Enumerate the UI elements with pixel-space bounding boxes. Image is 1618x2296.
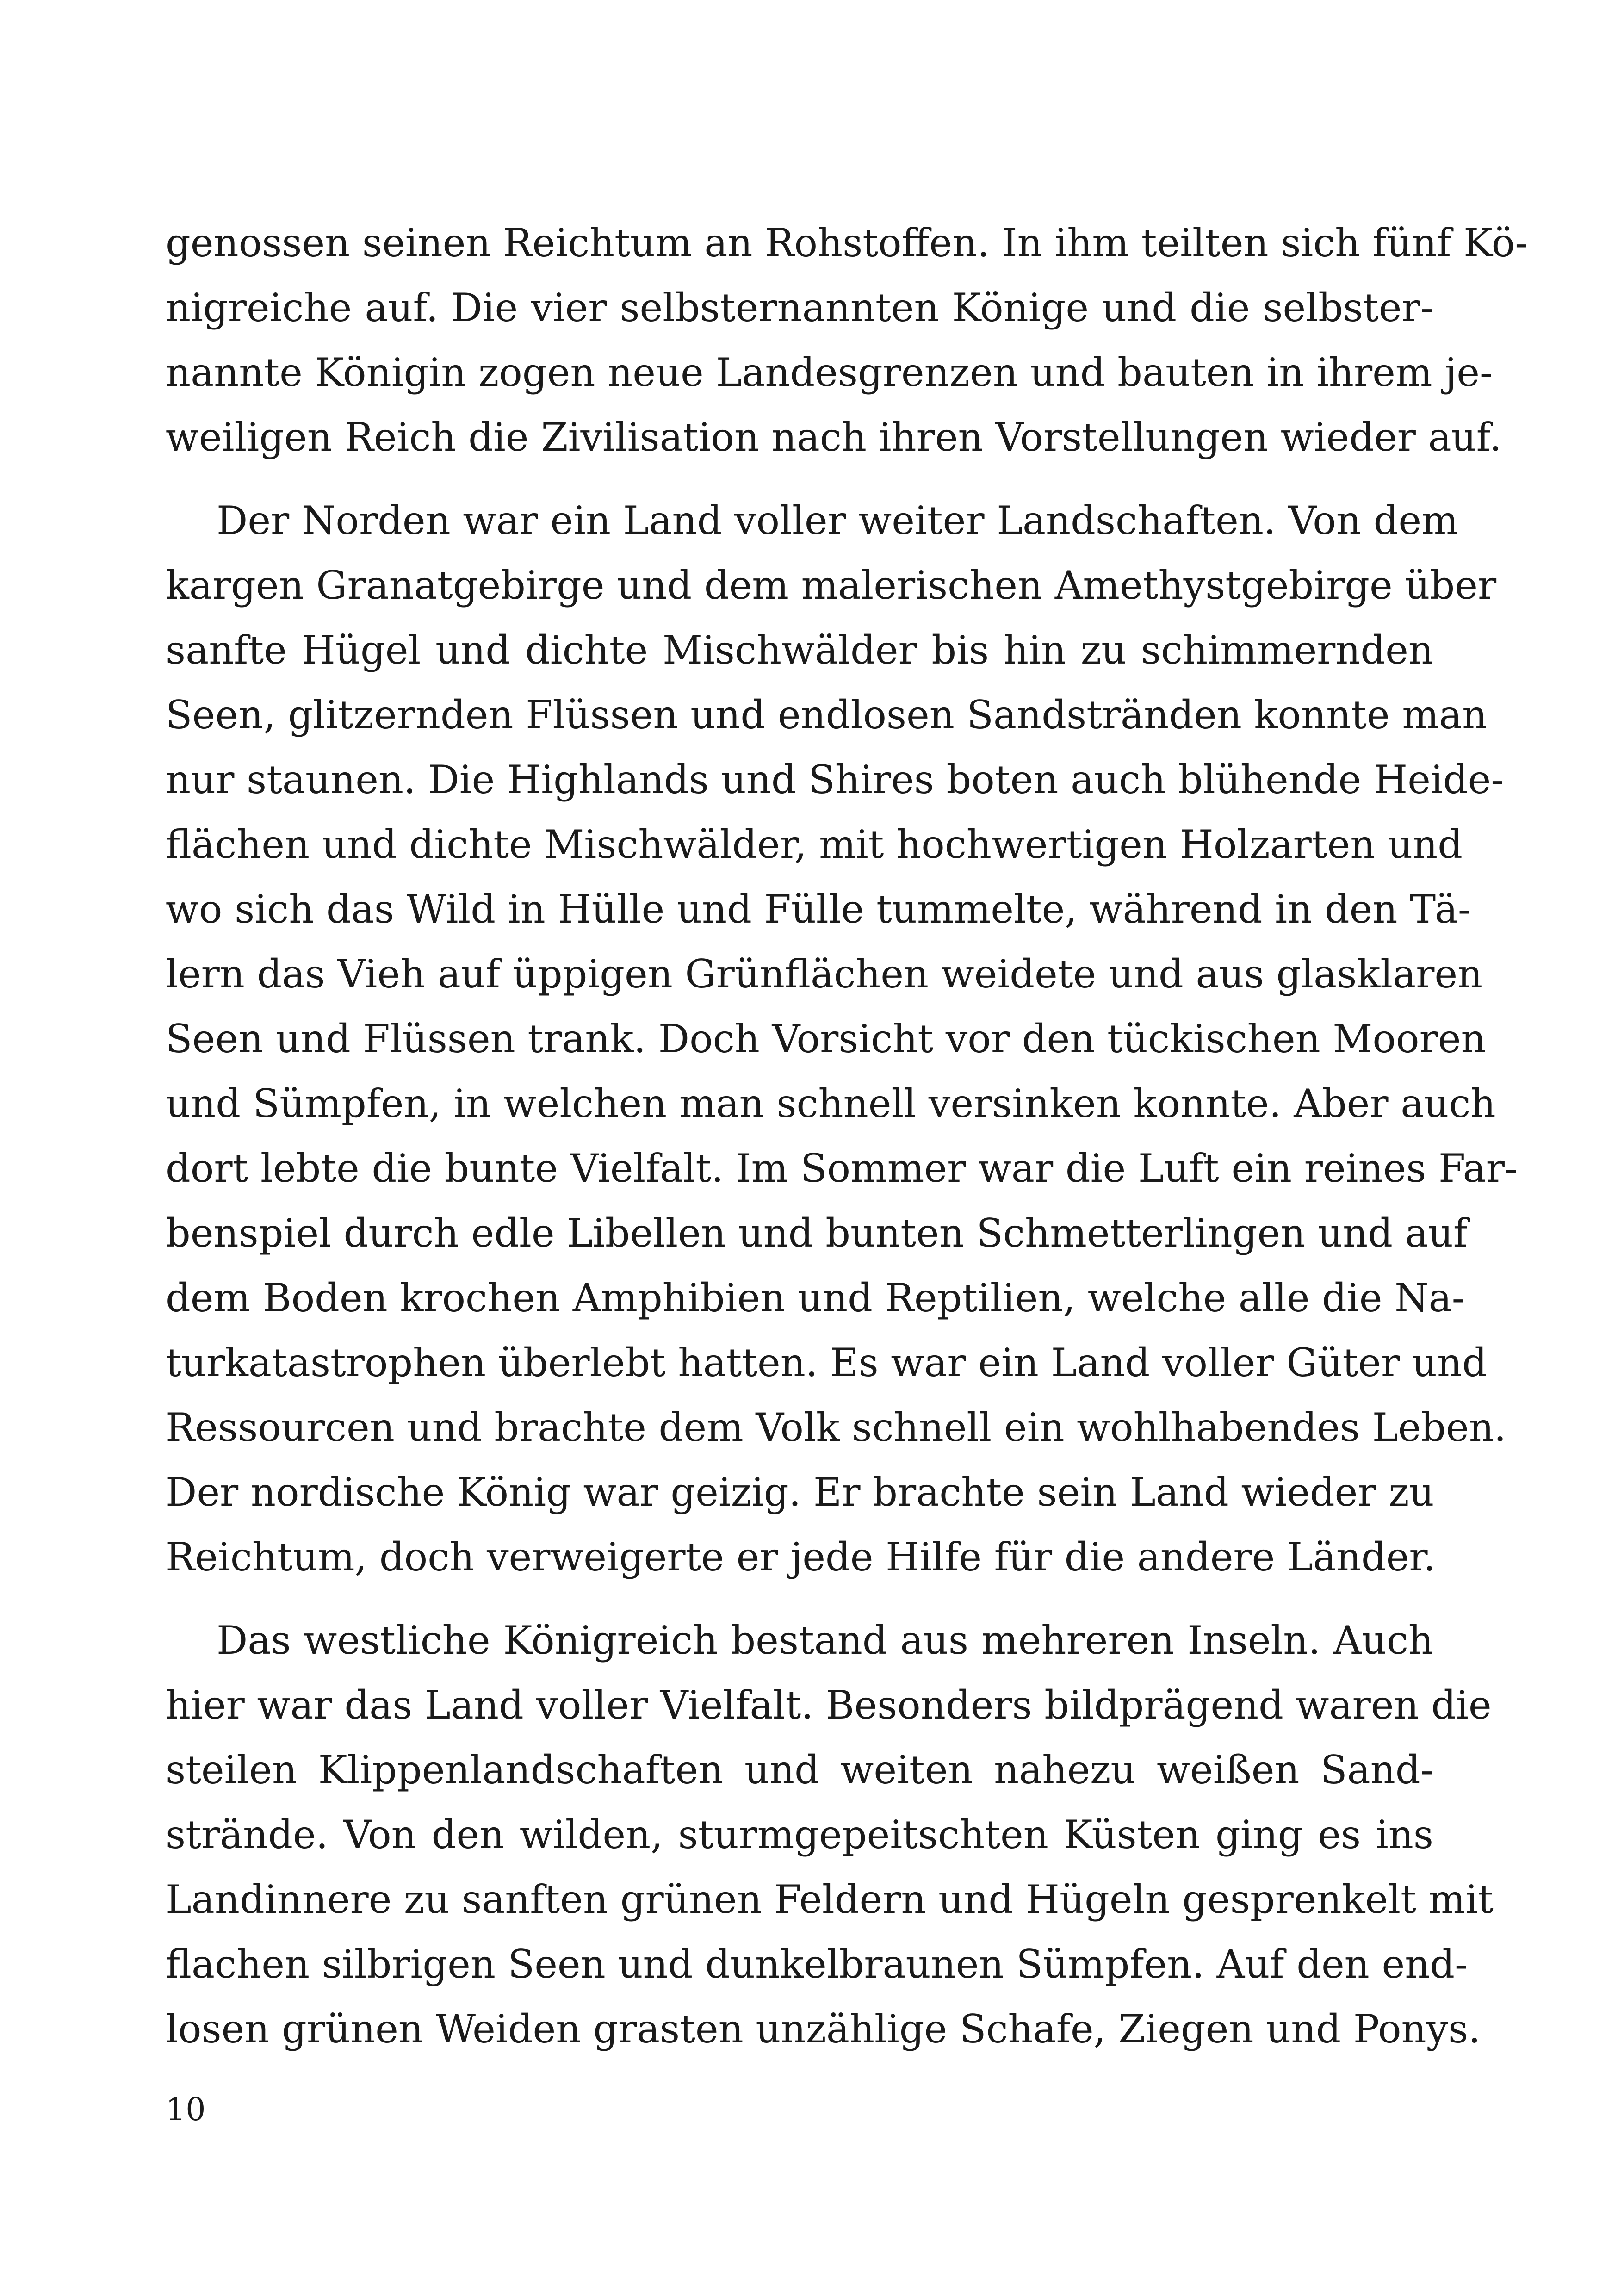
text-line: Landinnere zu sanften grünen Feldern und Hügeln gesprenkelt mit bbox=[166, 1877, 1494, 1922]
text-line: Der Norden war ein Land voller weiter Landschaften. Von dem bbox=[217, 498, 1458, 543]
text-line: dort lebte die bunte Vielfalt. Im Sommer war die Luft ein reines Far- bbox=[166, 1146, 1518, 1191]
text-line: Das westliche Königreich bestand aus mehreren Inseln. Auch bbox=[217, 1618, 1433, 1663]
text-line: strände. Von den wilden, sturmgepeitschten Küsten ging es ins bbox=[166, 1812, 1433, 1857]
text-line: wo sich das Wild in Hülle und Fülle tummelte, während in den Tä- bbox=[166, 887, 1471, 932]
text-line: und Sümpfen, in welchen man schnell versinken konnte. Aber auch bbox=[166, 1081, 1496, 1126]
paragraph bbox=[166, 488, 1518, 1589]
paragraph-gap bbox=[166, 470, 1433, 488]
text-line: genossen seinen Reichtum an Rohstoffen. In ihm teilten sich fünf Kö- bbox=[166, 220, 1528, 266]
text-line: Reichtum, doch verweigerte er jede Hilfe für die andere Länder. bbox=[166, 1534, 1436, 1580]
text-line: nur staunen. Die Highlands und Shires boten auch blühende Heide- bbox=[166, 757, 1504, 802]
text-line: sanfte Hügel und dichte Mischwälder bis hin zu schimmernden bbox=[166, 627, 1433, 673]
text-line: nigreiche auf. Die vier selbsternannten Könige und die selbster- bbox=[166, 285, 1433, 330]
text-line: losen grünen Weiden grasten unzählige Schafe, Ziegen und Ponys. bbox=[166, 2006, 1481, 2052]
paragraph-gap bbox=[166, 1589, 1433, 1608]
text-line: flächen und dichte Mischwälder, mit hochwertigen Holzarten und bbox=[166, 822, 1463, 867]
text-line: lern das Vieh auf üppigen Grünflächen weidete und aus glasklaren bbox=[166, 951, 1483, 997]
text-line: flachen silbrigen Seen und dunkelbraunen Sümpfen. Auf den end- bbox=[166, 1942, 1468, 1987]
paragraph bbox=[166, 211, 1528, 470]
text-line: Ressourcen und brachte dem Volk schnell ein wohlhabendes Leben. bbox=[166, 1405, 1506, 1450]
text-line: kargen Granatgebirge und dem malerischen Amethystgebirge über bbox=[166, 563, 1497, 608]
text-line: Seen und Flüssen trank. Doch Vorsicht vor den tückischen Mooren bbox=[166, 1016, 1486, 1061]
text-line: dem Boden krochen Amphibien und Reptilien, welche alle die Na- bbox=[166, 1275, 1465, 1321]
text-line: Der nordische König war geizig. Er brachte sein Land wieder zu bbox=[166, 1470, 1434, 1515]
text-line: hier war das Land voller Vielfalt. Besonders bildprägend waren die bbox=[166, 1682, 1492, 1728]
text-line: turkatastrophen überlebt hatten. Es war ein Land voller Güter und bbox=[166, 1340, 1487, 1385]
text-line: Seen, glitzernden Flüssen und endlosen Sandstränden konnte man bbox=[166, 692, 1488, 738]
paragraph bbox=[166, 1608, 1494, 2061]
text-line: weiligen Reich die Zivilisation nach ihren Vorstellungen wieder auf. bbox=[166, 415, 1502, 460]
text-line: nannte Königin zogen neue Landesgrenzen und bauten in ihrem je- bbox=[166, 350, 1493, 395]
text-line: steilen Klippenlandschaften und weiten nahezu weißen Sand- bbox=[166, 1747, 1433, 1793]
body-text bbox=[166, 211, 1528, 2061]
page-number: 10 bbox=[166, 2091, 206, 2128]
text-line: benspiel durch edle Libellen und bunten Schmetterlingen und auf bbox=[166, 1210, 1468, 1256]
